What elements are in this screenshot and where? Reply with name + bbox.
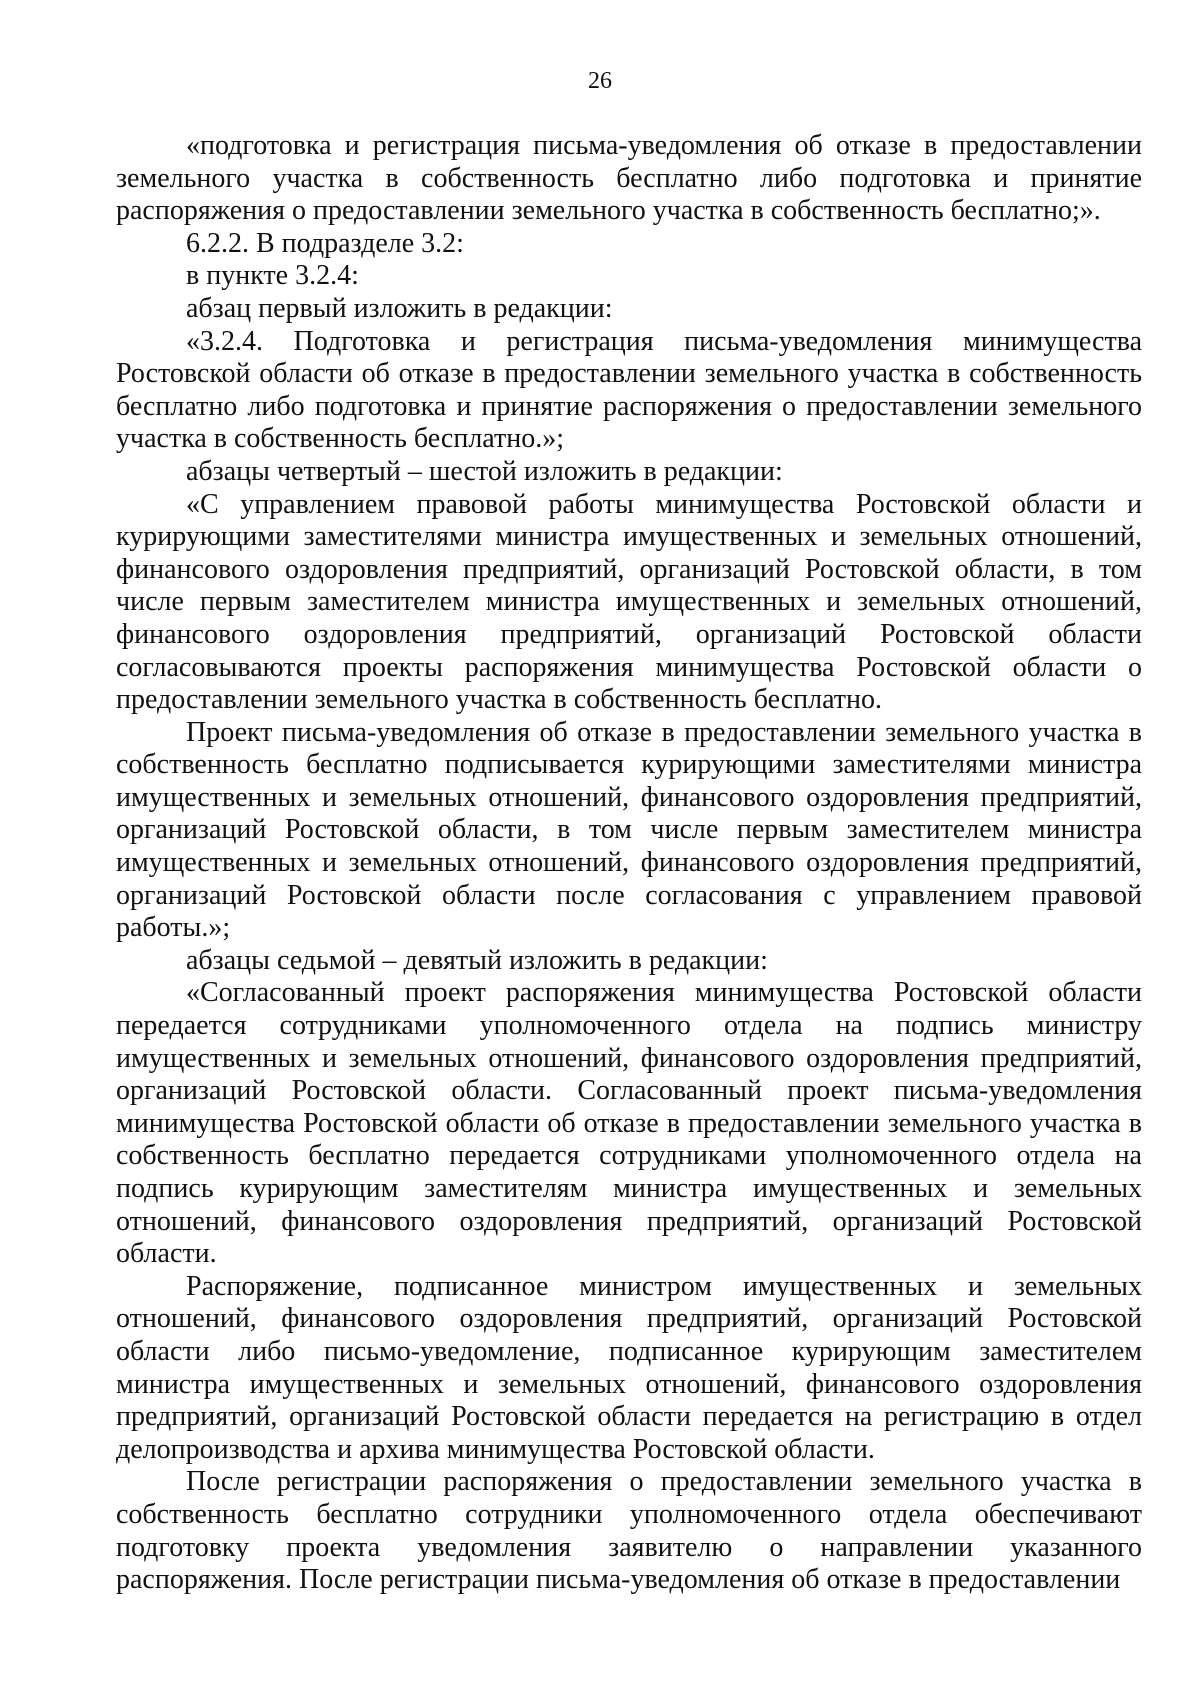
paragraph-item: в пункте 3.2.4: (186, 260, 359, 292)
paragraph-item-3-2-4: «3.2.4. Подготовка и регистрация письма-уведомления минимущества Ростовской области об отказе в предоставлении земельного участка в собственность бесплатно либо подготовка и принятие распоряжения о предоставлении земельного участка в собственность бесплатно.»; (116, 325, 1142, 455)
paragraph-instruction: абзацы четвертый – шестой изложить в редакции: (186, 455, 783, 487)
paragraph-approval: «С управлением правовой работы минимущества Ростовской области и курирующими заместителями министра имущественных и земельных отношений, финансового оздоровления предприятий, организаций Ростовской области, в том числе первым заместителем министра имущественных и земельных отношений, финансового оздоровления предприятий, организаций Ростовской области согласовываются проекты распоряжения минимущества Ростовской области о предоставлении земельного участка в собственность бесплатно. (116, 488, 1142, 716)
document-body (116, 130, 1142, 1597)
paragraph-subsection: 6.2.2. В подразделе 3.2: (186, 227, 464, 259)
paragraph-quote-heading: «подготовка и регистрация письма-уведомления об отказе в предоставлении земельного участка в собственность бесплатно либо подготовка и принятие распоряжения о предоставлении земельного участка в собственность бесплатно;». (116, 130, 1142, 227)
paragraph-after-registration: После регистрации распоряжения о предоставлении земельного участка в собственность бесплатно сотрудники уполномоченного отдела обеспечивают подготовку проекта уведомления заявителю о направлении указанного распоряжения. После регистрации письма-уведомления об отказе в предоставлении (116, 1466, 1142, 1596)
page-number: 26 (588, 68, 612, 94)
paragraph-instruction: абзац первый изложить в редакции: (186, 292, 613, 324)
paragraph-instruction: абзацы седьмой – девятый изложить в редакции: (186, 944, 768, 976)
paragraph-registration: Распоряжение, подписанное министром имущественных и земельных отношений, финансового оздоровления предприятий, организаций Ростовской области либо письмо-уведомление, подписанное курирующим заместителем министра имущественных и земельных отношений, финансового оздоровления предприятий, организаций Ростовской области передается на регистрацию в отдел делопроизводства и архива минимущества Ростовской области. (116, 1270, 1142, 1465)
paragraph-signing: «Согласованный проект распоряжения минимущества Ростовской области передается сотрудниками уполномоченного отдела на подпись министру имущественных и земельных отношений, финансового оздоровления предприятий, организаций Ростовской области. Согласованный проект письма-уведомления минимущества Ростовской области об отказе в предоставлении земельного участка в собственность бесплатно передается сотрудниками уполномоченного отдела на подпись курирующим заместителям министра имущественных и земельных отношений, финансового оздоровления предприятий, организаций Ростовской области. (116, 977, 1142, 1270)
paragraph-letter-project: Проект письма-уведомления об отказе в предоставлении земельного участка в собственность бесплатно подписывается курирующими заместителями министра имущественных и земельных отношений, финансового оздоровления предприятий, организаций Ростовской области, в том числе первым заместителем министра имущественных и земельных отношений, финансового оздоровления предприятий, организаций Ростовской области после согласования с управлением правовой работы.»; (116, 716, 1142, 944)
